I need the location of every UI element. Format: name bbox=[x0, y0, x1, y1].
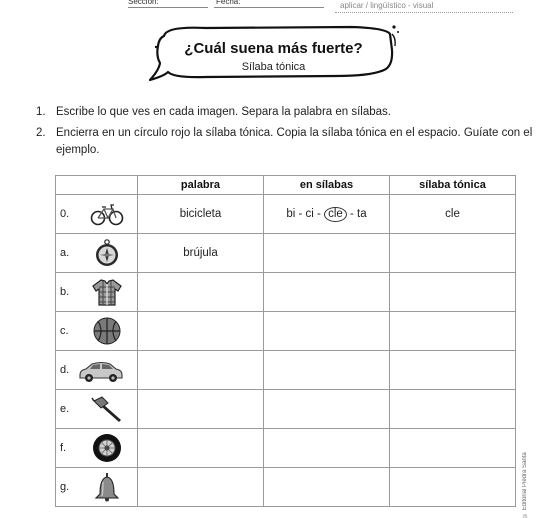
instruction-1 bbox=[36, 104, 546, 121]
instruction-number: 2. bbox=[36, 127, 46, 139]
row-letter: a. bbox=[60, 247, 70, 259]
page-title: ¿Cuál suena más fuerte? bbox=[184, 40, 363, 57]
header-cell-syllables: en sílabas bbox=[264, 176, 390, 195]
row-letter: b. bbox=[60, 286, 70, 298]
tonic-cell: cle bbox=[390, 195, 516, 234]
row-label-cell bbox=[56, 390, 138, 429]
title-bubble bbox=[146, 20, 401, 84]
syllables-cell[interactable] bbox=[264, 234, 390, 273]
hammer-icon bbox=[90, 394, 124, 424]
syllables-cell[interactable] bbox=[264, 351, 390, 390]
header-cell-tonic: sílaba tónica bbox=[390, 176, 516, 195]
basketball-icon bbox=[90, 316, 124, 346]
syllable-table bbox=[55, 175, 516, 507]
tonic-cell[interactable] bbox=[390, 468, 516, 507]
header-cell-word: palabra bbox=[138, 176, 264, 195]
row-letter: e. bbox=[60, 403, 70, 415]
tonic-cell[interactable] bbox=[390, 273, 516, 312]
word-cell[interactable] bbox=[138, 273, 264, 312]
instruction-text: Encierra en un círculo rojo la sílaba tónica. Copia la sílaba tónica en el espacio. Guíate con el ejemplo. bbox=[56, 127, 533, 156]
tonic-cell[interactable] bbox=[390, 429, 516, 468]
header-cell-blank bbox=[56, 176, 138, 195]
row-label-cell bbox=[56, 351, 138, 390]
table-row bbox=[56, 351, 516, 390]
syllables-cell[interactable] bbox=[264, 429, 390, 468]
instruction-text: Escribe lo que ves en cada imagen. Separa la palabra en sílabas. bbox=[56, 106, 391, 118]
word-cell: bicicleta bbox=[138, 195, 264, 234]
table-row bbox=[56, 312, 516, 351]
skills-dots bbox=[335, 12, 513, 13]
syllables-cell[interactable] bbox=[264, 390, 390, 429]
word-cell[interactable] bbox=[138, 351, 264, 390]
row-label-cell bbox=[56, 234, 138, 273]
word-cell[interactable] bbox=[138, 468, 264, 507]
row-label-cell bbox=[56, 429, 138, 468]
car-icon bbox=[78, 355, 124, 385]
table-row bbox=[56, 429, 516, 468]
copyright-notice: © Editorial Piedra Santa bbox=[522, 452, 528, 518]
syllables-before: bi - ci - bbox=[286, 207, 325, 220]
row-label-cell bbox=[56, 273, 138, 312]
syllables-cell[interactable] bbox=[264, 312, 390, 351]
worksheet-header bbox=[0, 0, 550, 16]
row-letter: d. bbox=[60, 364, 70, 376]
date-label: Fecha: bbox=[216, 0, 241, 6]
tonic-cell[interactable] bbox=[390, 312, 516, 351]
word-cell[interactable] bbox=[138, 429, 264, 468]
tonic-cell[interactable] bbox=[390, 390, 516, 429]
table-row-example bbox=[56, 195, 516, 234]
date-line bbox=[214, 7, 324, 8]
row-label-cell bbox=[56, 312, 138, 351]
bell-icon bbox=[90, 472, 124, 502]
syllables-after: - ta bbox=[346, 207, 367, 220]
tonic-cell[interactable] bbox=[390, 351, 516, 390]
skills-label: aplicar / lingüístico - visual bbox=[340, 1, 434, 10]
table-header-row bbox=[56, 176, 516, 195]
shirt-icon bbox=[90, 277, 124, 307]
row-label-cell bbox=[56, 195, 138, 234]
row-letter: 0. bbox=[60, 208, 70, 220]
word-cell[interactable]: brújula bbox=[138, 234, 264, 273]
section-line bbox=[128, 7, 208, 8]
circled-syllable: cle bbox=[324, 207, 347, 222]
compass-icon bbox=[90, 238, 124, 268]
row-letter: c. bbox=[60, 325, 69, 337]
word-cell[interactable] bbox=[138, 312, 264, 351]
table-row bbox=[56, 234, 516, 273]
table-row bbox=[56, 273, 516, 312]
tire-icon bbox=[90, 433, 124, 463]
row-letter: g. bbox=[60, 481, 70, 493]
bicycle-icon bbox=[90, 199, 124, 229]
instruction-2 bbox=[36, 125, 546, 159]
tonic-cell[interactable] bbox=[390, 234, 516, 273]
section-label: Sección: bbox=[128, 0, 159, 6]
syllables-cell[interactable] bbox=[264, 468, 390, 507]
page-subtitle: Sílaba tónica bbox=[241, 61, 306, 73]
instruction-number: 1. bbox=[36, 106, 46, 118]
table-row bbox=[56, 390, 516, 429]
row-letter: f. bbox=[60, 442, 67, 454]
row-label-cell bbox=[56, 468, 138, 507]
table-row bbox=[56, 468, 516, 507]
word-cell[interactable] bbox=[138, 390, 264, 429]
syllables-cell[interactable] bbox=[264, 273, 390, 312]
syllables-cell bbox=[264, 195, 390, 234]
